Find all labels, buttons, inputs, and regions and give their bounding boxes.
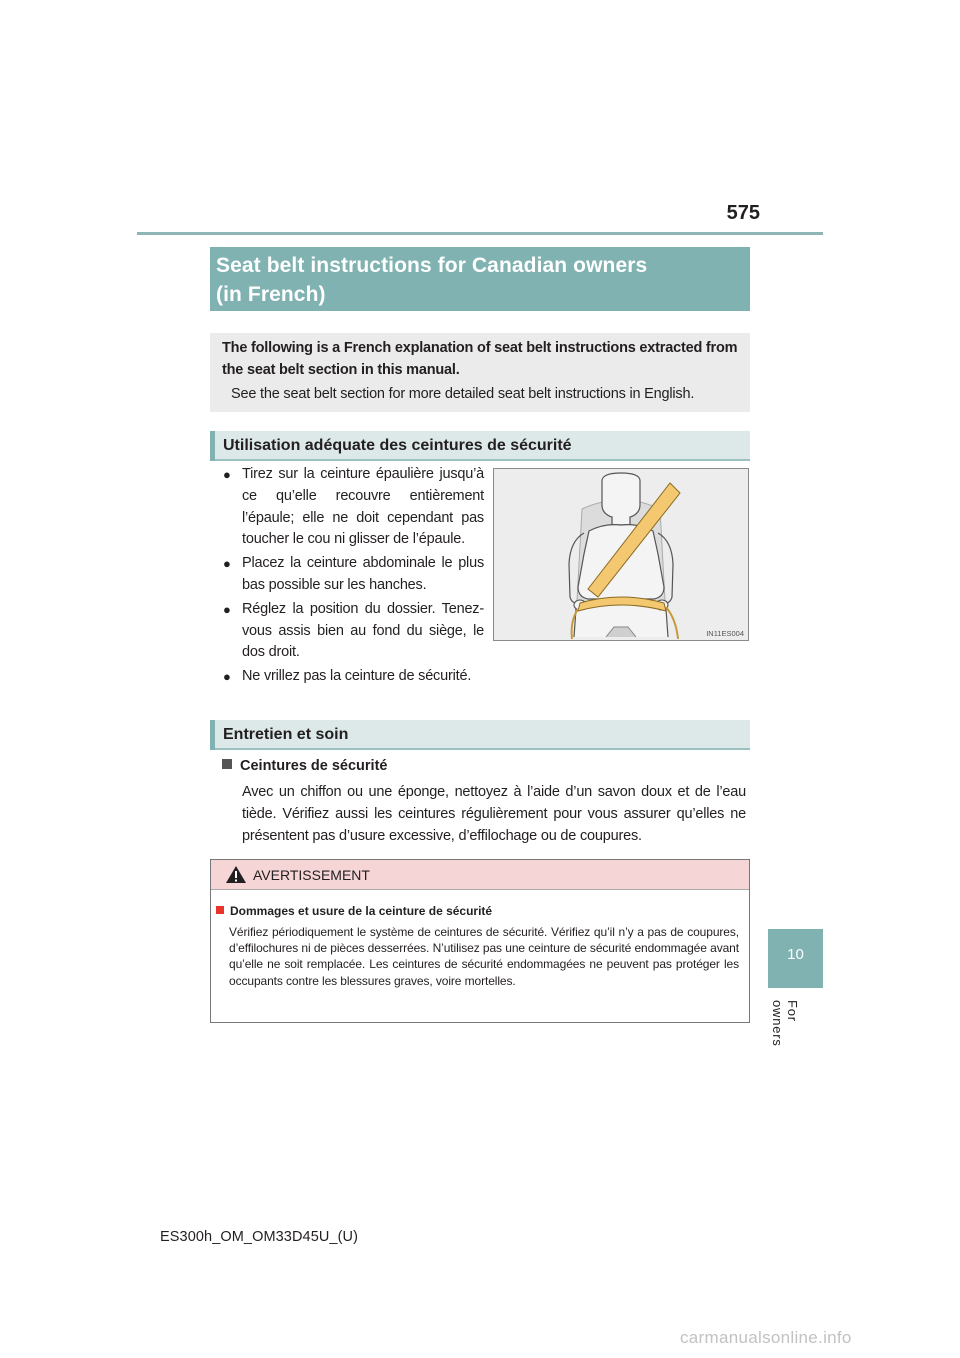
bullet-icon: ● <box>223 669 231 685</box>
bullet-icon: ● <box>223 601 231 617</box>
page-title-line2: (in French) <box>216 283 326 306</box>
heading-accent-bar <box>210 720 215 750</box>
section-heading-usage <box>210 431 750 461</box>
section-heading-maintenance <box>210 720 750 750</box>
chapter-tab <box>768 929 823 988</box>
intro-bold-text: The following is a French explanation of seat belt instructions extracted from the seat belt section in this manual. <box>222 340 738 378</box>
list-item: ● Réglez la position du dossier. Tenez-vous assis bien au fond du siège, le dos droit. <box>223 600 484 661</box>
section-heading-usage-text: Utilisation adéquate des ceintures de sécurité <box>223 437 572 454</box>
warning-header <box>211 860 749 890</box>
list-item: ● Ne vrillez pas la ceinture de sécurité. <box>222 666 484 688</box>
section-heading-maintenance-text: Entretien et soin <box>223 726 349 743</box>
red-square-bullet-icon <box>216 906 224 914</box>
watermark: carmanualsonline.info <box>680 1328 852 1347</box>
list-item: ● Placez la ceinture abdominale le plus bas possible sur les hanches. <box>223 555 484 593</box>
bullet-icon: ● <box>223 467 231 482</box>
chapter-label-text: For owners <box>770 1000 800 1047</box>
header-rule <box>137 232 823 235</box>
square-bullet-icon <box>222 759 232 769</box>
page-number: 575 <box>726 202 760 224</box>
section-title-band <box>210 247 750 311</box>
chapter-label <box>770 1000 800 1070</box>
warning-box <box>210 859 750 1023</box>
bullet-icon: ● <box>223 556 231 572</box>
seatbelt-illustration <box>493 468 749 641</box>
chapter-number: 10 <box>787 946 804 963</box>
warning-triangle-icon <box>225 865 247 884</box>
intro-box <box>210 333 750 412</box>
page-title <box>216 251 647 309</box>
page-title-line1: Seat belt instructions for Canadian owners <box>216 254 648 277</box>
usage-bullet-list <box>222 464 484 690</box>
warning-label: AVERTISSEMENT <box>253 867 370 883</box>
warning-text: Vérifiez périodiquement le système de ceintures de sécurité. Vérifiez qu’il n’y a pas de coupures, d’effilochures ni de pièces desserrées. N’utilisez pas une ceinture de sécurité endommagée avant qu’elle ne soit remplacée. Les ceintures de sécurité endommagées ne peuvent pas protéger les occupants contre les blessures graves, voire mortelles. <box>229 925 739 988</box>
heading-accent-bar <box>210 431 215 461</box>
subheading-seatbelts: Ceintures de sécurité <box>222 756 387 776</box>
intro-normal-text: See the seat belt section for more detailed seat belt instructions in English. <box>231 386 695 402</box>
list-item: ● Tirez sur la ceinture épaulière jusqu’à ce qu’elle recouvre entièrement l’épaule; elle ne doit cependant pas toucher le cou ni glisser de l’épaule. <box>223 466 484 548</box>
warning-subheading: Dommages et usure de la ceinture de sécurité <box>216 903 492 919</box>
maintenance-paragraph: Avec un chiffon ou une éponge, nettoyez à l’aide d’un savon doux et de l’eau tiède. Vérifiez aussi les ceintures régulièrement pour vous assurer qu’elles ne présentent pas d’usure excessive, d’effilochage ou de coupures. <box>242 784 746 844</box>
seated-person-seatbelt-icon <box>494 469 748 640</box>
footer-code: ES300h_OM_OM33D45U_(U) <box>160 1229 359 1245</box>
figure-code: IN11ES004 <box>706 629 744 638</box>
